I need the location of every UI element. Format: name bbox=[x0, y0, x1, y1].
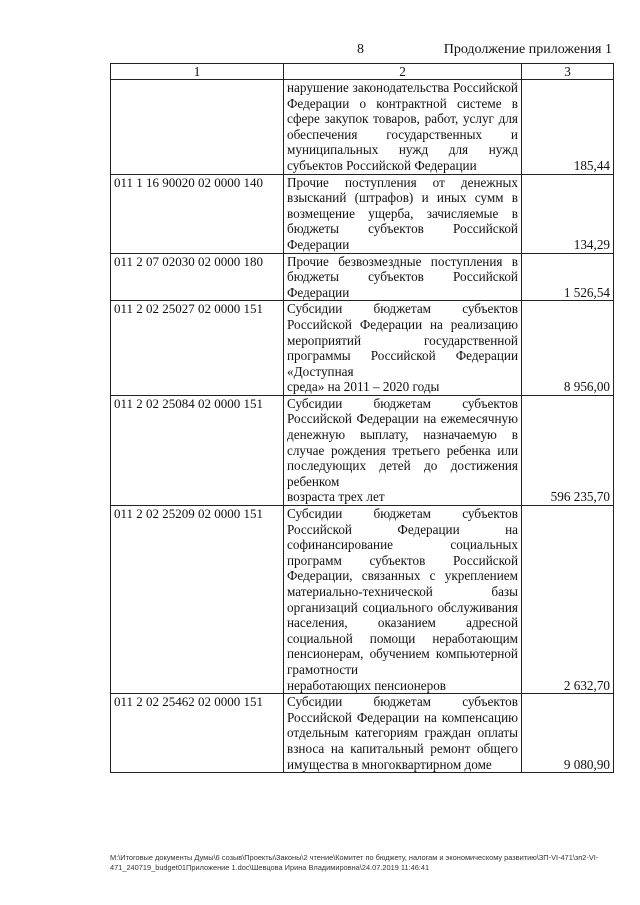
table-row bbox=[111, 506, 614, 694]
table-row bbox=[111, 301, 614, 396]
income-name bbox=[284, 253, 522, 301]
document-path-footer: M:\Итоговые документы Думы\6 созыв\Проекты\Законы\2 чтение\Комитет по бюджету, налогам и экономическому развитию\ЗП-VI-471\зп2-VI-471_240719_budget01Приложение 1.doc\Шевцова Ирина Владимировна\24.07.2019 11:46:41 bbox=[110, 853, 599, 872]
income-code: 011 2 02 25209 02 0000 151 bbox=[111, 506, 284, 694]
income-name-text: нарушение законодательства Российской Федерации о контрактной системе в сфере закупок товаров, работ, услуг для обеспечения государственных и муниципальных нужд для нужд bbox=[287, 80, 518, 158]
income-name bbox=[284, 301, 522, 396]
income-code: 011 2 02 25462 02 0000 151 bbox=[111, 694, 284, 773]
column-header: 2 bbox=[284, 64, 522, 80]
income-name bbox=[284, 80, 522, 175]
income-code: 011 2 02 25027 02 0000 151 bbox=[111, 301, 284, 396]
table-row bbox=[111, 694, 614, 773]
table-header-row bbox=[111, 64, 614, 80]
income-name-last-line: имущества в многоквартирном доме bbox=[287, 756, 492, 772]
amount-value: 9 080,90 bbox=[522, 694, 614, 773]
amount-value: 134,29 bbox=[522, 174, 614, 253]
amount-value: 2 632,70 bbox=[522, 506, 614, 694]
income-name-text: Субсидии бюджетам субъектов Российской Федерации на компенсацию отдельным категориям граждан оплаты взноса на капитальный ремонт общего bbox=[287, 694, 518, 756]
income-name bbox=[284, 506, 522, 694]
column-header: 3 bbox=[522, 64, 614, 80]
income-name bbox=[284, 174, 522, 253]
income-name-text: Субсидии бюджетам субъектов Российской Федерации на реализацию мероприятий государственной программы Российской Федерации «Доступная bbox=[287, 301, 518, 379]
continuation-label: Продолжение приложения 1 bbox=[443, 42, 612, 57]
income-name-last-line: неработающих пенсионеров bbox=[287, 677, 447, 693]
amount-value: 596 235,70 bbox=[522, 395, 614, 505]
column-header: 1 bbox=[111, 64, 284, 80]
income-code bbox=[111, 80, 284, 175]
income-code: 011 2 07 02030 02 0000 180 bbox=[111, 253, 284, 301]
income-name-last-line: среда» на 2011 – 2020 годы bbox=[287, 379, 440, 395]
table-row bbox=[111, 253, 614, 301]
table-row bbox=[111, 174, 614, 253]
income-name-text: Прочие безвозмездные поступления в бюджеты субъектов Российской bbox=[287, 253, 518, 285]
amount-value: 8 956,00 bbox=[522, 301, 614, 396]
income-name-last-line: субъектов Российской Федерации bbox=[287, 157, 477, 173]
amount-value: 185,44 bbox=[522, 80, 614, 175]
income-name-last-line: Федерации bbox=[287, 284, 350, 300]
page-number: 8 bbox=[357, 42, 364, 57]
income-name-last-line: возраста трех лет bbox=[287, 489, 385, 505]
income-name-text: Субсидии бюджетам субъектов Российской Федерации на ежемесячную денежную выплату, назначаемую в случае рождения третьего ребенка или последующих детей до достижения ребенком bbox=[287, 395, 518, 489]
table-row bbox=[111, 80, 614, 175]
income-name-text: Прочие поступления от денежных взысканий (штрафов) и иных сумм в возмещение ущерба, зачисляемые в бюджеты субъектов Российской bbox=[287, 174, 518, 237]
budget-table bbox=[110, 63, 614, 773]
income-code: 011 1 16 90020 02 0000 140 bbox=[111, 174, 284, 253]
table-row bbox=[111, 395, 614, 505]
amount-value: 1 526,54 bbox=[522, 253, 614, 301]
income-code: 011 2 02 25084 02 0000 151 bbox=[111, 395, 284, 505]
income-name bbox=[284, 694, 522, 773]
income-name-last-line: Федерации bbox=[287, 236, 350, 252]
income-name-text: Субсидии бюджетам субъектов Российской Федерации на софинансирование социальных программ субъектов Российской Федерации, связанных с укреплением материально-технической базы организаций социального обслуживания населения, оказанием адресной социальной помощи неработающим пенсионерам, обучением компьютерной грамотности bbox=[287, 506, 518, 677]
income-name bbox=[284, 395, 522, 505]
